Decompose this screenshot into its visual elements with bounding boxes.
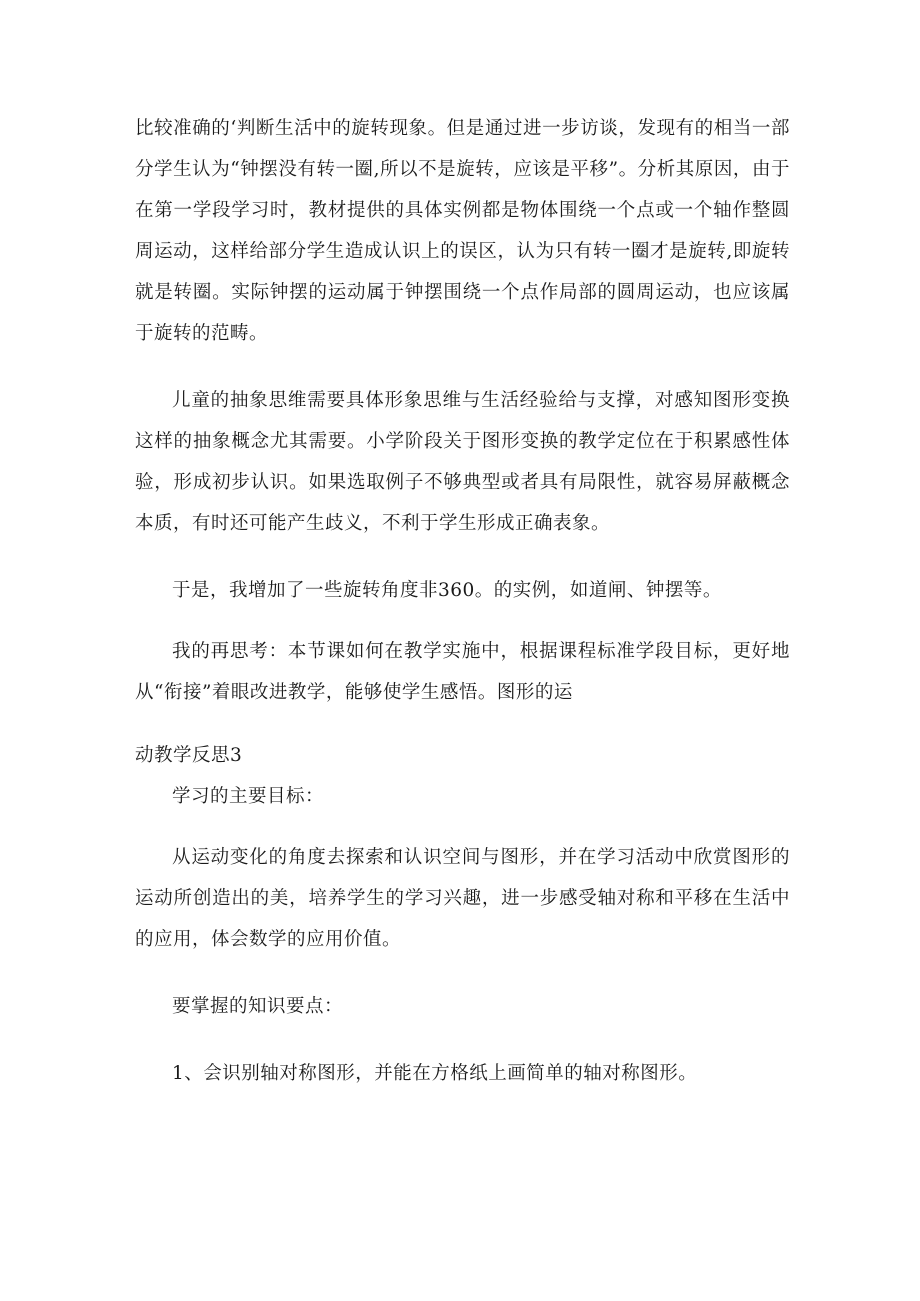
paragraph-rotation-misconception: 比较准确的‘判断生活中的旋转现象。但是通过进一步访谈，发现有的相当一部分学生认为“钟摆没有转一圈,所以不是旋转，应该是平移”。分析其原因，由于在第一学段学习时，教材提供的具体实例都是物体围绕一个点或一个轴作整圆周运动，这样给部分学生造成认识上的误区，认为只有转一圈才是旋转,即旋转就是转圈。实际钟摆的运动属于钟摆围绕一个点作局部的圆周运动，也应该属于旋转的范畴。 (135, 118, 790, 344)
section-title: 动教学反思3 (135, 745, 243, 766)
subheading-knowledge-points: 要掌握的知识要点： (172, 996, 344, 1017)
document-body (135, 108, 790, 1094)
paragraph-abstract-thinking: 儿童的抽象思维需要具体形象思维与生活经验给与支撑，对感知图形变换这样的抽象概念尤其需要。小学阶段关于图形变换的教学定位在于积累感性体验，形成初步认识。如果选取例子不够典型或者具有局限性，就容易屏蔽概念本质，有时还可能产生歧义，不利于学生形成正确表象。 (135, 390, 790, 534)
list-item-knowledge-1: 1、会识别轴对称图形，并能在方格纸上画简单的轴对称图形。 (172, 1063, 698, 1084)
subheading-main-goals: 学习的主要目标： (172, 786, 325, 807)
paragraph-rethinking: 我的再思考：本节课如何在教学实施中，根据课程标准学段目标，更好地从“衔接”着眼改进教学，能够使学生感悟。图形的运 (135, 641, 790, 703)
paragraph-goals-content: 从运动变化的角度去探索和认识空间与图形，并在学习活动中欣赏图形的运动所创造出的美，培养学生的学习兴趣，进一步感受轴对称和平移在生活中的应用，体会数学的应用价值。 (135, 847, 790, 950)
paragraph-added-examples: 于是，我增加了一些旋转角度非360。的实例，如道闸、钟摆等。 (172, 580, 722, 601)
